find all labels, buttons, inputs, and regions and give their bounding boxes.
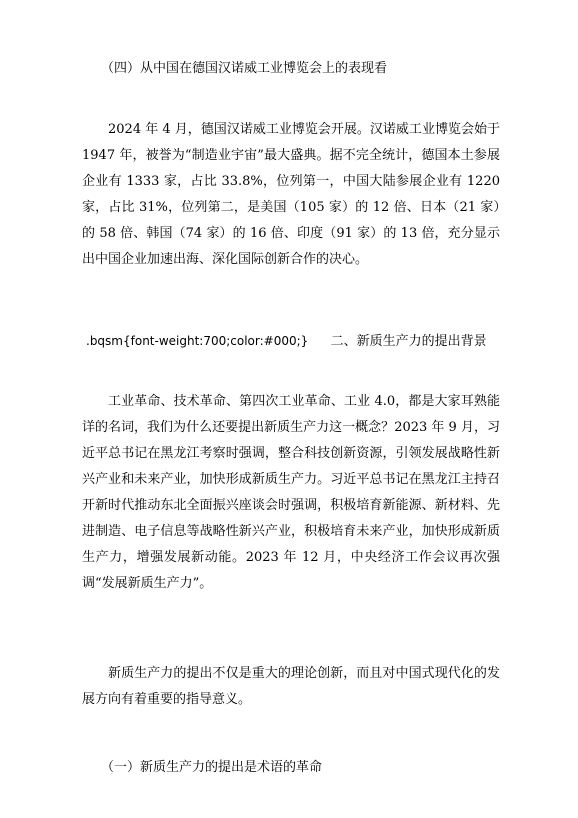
paragraph-significance [82,661,500,713]
section-heading-2: 二、新质生产力的提出背景 [330,334,487,349]
paragraph-hannover-fair [82,117,500,273]
paragraph-text: 2024 年 4 月，德国汉诺威工业博览会开展。汉诺威工业博览会始于 1947 年，被誉为“制造业宇宙”最大盛典。据不完全统计，德国本土参展企业有 1333 家，占比 33.8%，位列第一，中国大陆参展企业有 1220 家，占比 31%，位列第二，是美国（105 家）的 12 倍、日本（21 家）的 58 倍、韩国（74 家）的 16 倍、印度（91 家）的 13 倍，充分显示出中国企业加速出海、深化国际创新合作的决心。 [82,122,500,267]
paragraph-text: 新质生产力的提出不仅是重大的理论创新，而且对中国式现代化的发展方向有着重要的指导意义。 [82,666,500,707]
section-heading-line [86,332,487,351]
section-heading-4: （四）从中国在德国汉诺威工业博览会上的表现看 [101,61,388,76]
paragraph-background [82,389,500,597]
subsection-heading-1: （一）新质生产力的提出是术语的革命 [101,760,323,775]
css-artifact-text: .bqsm{font-weight:700;color:#000;} [86,334,309,348]
paragraph-text: 工业革命、技术革命、第四次工业革命、工业 4.0，都是大家耳熟能详的名词，我们为什么还要提出新质生产力这一概念？2023 年 9 月，习近平总书记在黑龙江考察时强调，整合科技创新资源，引领发展战略性新兴产业和未来产业，加快形成新质生产力。习近平总书记在黑龙江主持召开新时代推动东北全面振兴座谈会时强调，积极培育新能源、新材料、先进制造、电子信息等战略性新兴产业，积极培育未来产业，加快形成新质生产力，增强发展新动能。2023 年 12 月，中央经济工作会议再次强调“发展新质生产力”。 [82,394,500,591]
